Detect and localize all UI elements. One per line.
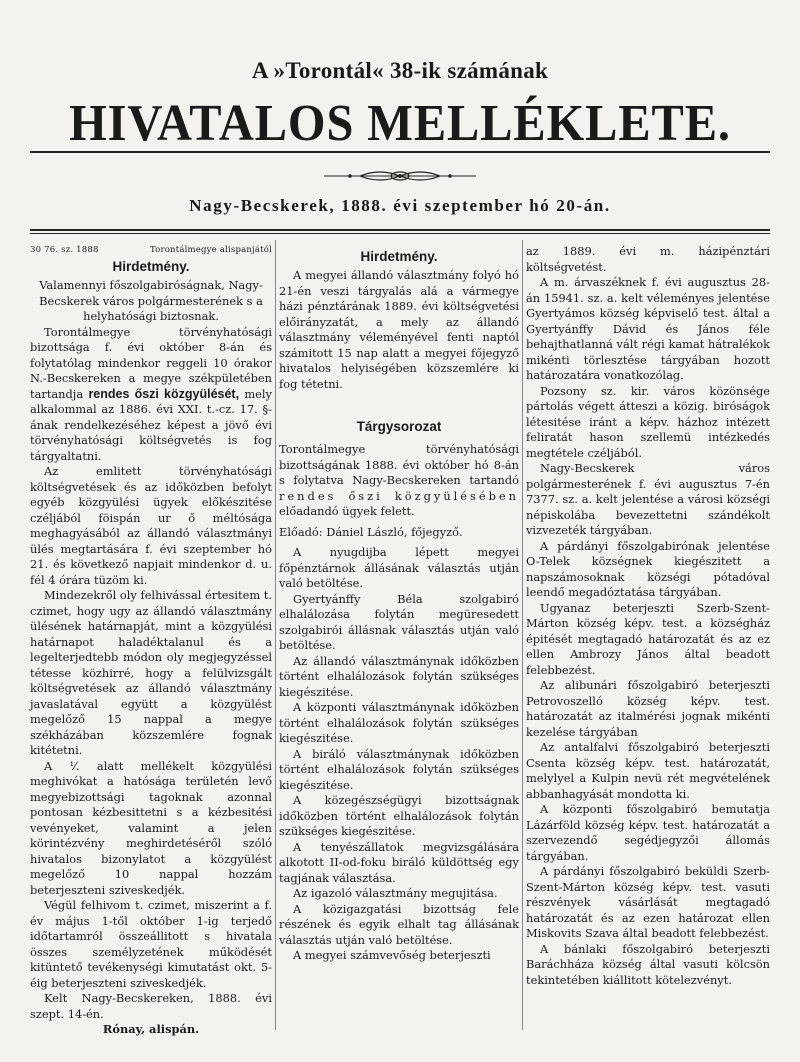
agenda-item: A tenyészállatok megvizsgálására alkotott II-od-foku biráló küldöttség egy tagjának választása. <box>279 839 519 885</box>
agenda-item: A közigazgatási bizottság fele részének és egyik elhalt tag állásának választás utján való betöltése. <box>279 901 519 947</box>
notice-address: Valamennyi főszolgabiróságnak, Nagy-Becskerek város polgármesterének s a helyhatósági biztosnak. <box>39 278 263 323</box>
supertitle: A »Torontál« 38-ik számának <box>251 58 549 83</box>
agenda-heading: Tárgysorozat <box>356 419 442 434</box>
presenter: Előadó: Dániel László, főjegyző. <box>279 524 463 539</box>
column-1 <box>30 244 272 1038</box>
paragraph: Végül felhivom t. czimet, miszerint a f. év május 1-től október 1-ig terjedő időtartamról összeállitott s hivatala összes személyzetének működését kitüntető tevékenységi kimutatást okt. 5-éig beterjeszteni sziveskedjék. <box>30 898 272 990</box>
agenda-item: A központi főszolgabiró bemutatja Lázárföld község képv. test. határozatát a szervezendő segédjegyzői állomás tárgyában. <box>526 802 770 863</box>
ref-office: Torontálmegye alispanjától <box>149 245 272 255</box>
notice-heading: Hirdetmény. <box>112 259 190 274</box>
agenda-item: A párdányi főszolgabiró beküldi Szerb-Szent-Márton község képv. test. vasuti részvények vásárlását megtagadó határozatát és az ezen határozat ellen Miskovits Szava által beadott felebbezést. <box>526 864 770 940</box>
dateline: Nagy-Becskerek, 1888. évi szeptember hó 20-án. <box>189 196 611 215</box>
paragraph: Torontálmegye törvényhatósági bizottsága f. évi október 8-án és folytatólag mindenkor reggeli 10 órakor N.-Becskereken a megye székpületében tartandja rendes őszi közgyülését, mely alkalommal az 1886. évi XXI. t.-cz. 17. §-ának rendelkezéséhez képest a jövő évi törvényhatósági költségvetés is fog tárgyaltatni. <box>30 324 272 463</box>
column-divider <box>275 240 276 1030</box>
agenda-item: az 1889. évi m. házipénztári költségvetést. <box>526 244 770 274</box>
column-2 <box>279 244 519 964</box>
agenda-item: Ugyanaz beterjeszti Szerb-Szent-Márton község képv. test. a községház épitését megtagadó határozatát és az ez ellen Ambrozy János által beadott felebbezést. <box>526 600 770 677</box>
paragraph: A megyei állandó választmány folyó hó 21-én veszi tárgyalás alá a vármegye házi pénztárának 1889. évi költségvetési előirányzatát, a mely az állandó választmány véleményével fenti naptól számitott 15 nap alatt a megyei főjegyző hivatalos helyiségében közszemlére ki fog tétetni. <box>279 268 519 391</box>
agenda-intro: Torontálmegye törvényhatósági bizottságának 1888. évi október hó 8-án s folytatva Nagy-Becskereken tartandó rendes őszi közgyülésében előadandó ügyek felett. <box>279 442 519 518</box>
agenda-item: A közegészségügyi bizottságnak időközben történt elhalálozások folytán szükséges kiegészitése. <box>279 793 519 838</box>
agenda-item: A bánlaki főszolgabiró beterjeszti Baráchháza község által vasuti kölcsön tekintetében kiállitott kötelezvényt. <box>526 941 770 987</box>
ref-number: 30 76. sz. 1888 <box>30 245 99 255</box>
agenda-item: Az igazoló választmány megujitása. <box>293 886 498 900</box>
signature: Rónay, alispán. <box>102 1022 200 1036</box>
column-3 <box>526 244 770 988</box>
double-rule-top <box>30 229 770 231</box>
agenda-item: Nagy-Becskerek város polgármesterének f. évi augusztus 7-én 7377. sz. a. kelt jelentése a városi községi népiskolába bevezettetni szándékolt vizvezeték tárgyában. <box>526 461 770 537</box>
ornament-divider-icon <box>320 166 480 186</box>
dated-line: Kelt Nagy-Becskereken, 1888. évi szept. 14-én. <box>30 991 272 1021</box>
column-divider <box>522 240 523 1030</box>
paragraph: Az emlitett törvényhatósági költségvetések és az időközben befolyt egyéb közgyülési ügyek előkészitése czéljából föispán ur ő méltósága meghagyásából az állandó választmányi ülés megtartására f. évi szeptember hó 21. és következő napjait mindenkor d. u. fél 4 órára tüzöm ki. <box>30 464 272 587</box>
reference-line <box>30 244 272 257</box>
spaced-phrase: rendes őszi közgyülésében <box>279 488 519 503</box>
notice-heading: Hirdetmény. <box>360 249 438 264</box>
double-rule-bottom <box>30 233 770 234</box>
page-title: HIVATALOS MELLÉKLETE. <box>69 95 731 152</box>
header-rule <box>30 151 770 153</box>
agenda-item: A m. árvaszéknek f. évi augusztus 28-án 15941. sz. a. kelt véleményes jelentése Gyertyámos község képviselő test. által a Gyertyánffy Dávid és János féle behajthatlanná vált régi kamat hátralékok mikénti törlesztése tárgyában hozott határozatára vonatkozólag. <box>526 275 770 382</box>
agenda-item: Gyertyánffy Béla szolgabiró elhalálozása folytán megüresedett szolgabirói állásnak választás utján való betöltése. <box>279 591 519 652</box>
paragraph: A ⅟. alatt mellékelt közgyülési meghivókat a hatósága területén levő megyebizottsági tagoknak azonnal pontosan kézbesittetni s a kézbesitési vevényeket, valamint a jelen körintézvény meghirdetéséről szóló hivatalos bizonylatot a közgyülést megelőző 10 nappal hozzám beterjeszteni sziveskedjék. <box>30 758 272 897</box>
agenda-item: Pozsony sz. kir. város közönsége pártolás végett átteszi a közig. biróságok létesitése iránt a képv. házhoz intézett feliratát hason szellemü intézkedés megtétele czéljából. <box>526 383 770 460</box>
agenda-item: Az állandó választmánynak időközben történt elhalálozások folytán szükséges kiegészitése. <box>279 653 519 699</box>
agenda-item: Az alibunári főszolgabiró beterjeszti Petrovoszelló község képv. test. határozatát az italmérési jognak mikénti kezelése tárgyában <box>526 678 770 739</box>
bold-phrase: rendes őszi közgyülését, <box>88 386 240 401</box>
agenda-list <box>279 545 519 964</box>
agenda-item: A megyei számvevőség beterjeszti <box>293 948 491 962</box>
agenda-item: A központi választmánynak időközben történt elhalálozások folytán szükséges kiegészitése. <box>279 700 519 745</box>
agenda-item: A nyugdijba lépett megyei főpénztárnok állásának választás utján való betöltése. <box>279 545 519 590</box>
agenda-item: A párdányi főszolgabirónak jelentése O-Telek községnek kiegészitett a napszámosoknak községi pótadóval leendő megadóztatása tárgyában. <box>526 538 770 599</box>
paragraph: Mindezekről oly felhivással értesitem t. czimet, hogy ugy az állandó választmány ülésének határnapját, mint a közgyülési határnapot haladéktalanul és a legelterjedtebb módon oly megjegyzéssel tétesse közhirré, hogy a felülvizsgált költségvetések az állandó választmány javaslatával együtt a közgyülést megelőző 15 nappal a megye székházában közszemlére fognak kitétetni. <box>30 588 272 757</box>
agenda-list-continued <box>526 244 770 988</box>
agenda-item: Az antalfalvi főszolgabiró beterjeszti Csenta község képv. test. határozatát, melylyel a Kulpin nevü rét megvételének abbanhagyását mondotta ki. <box>526 740 770 801</box>
agenda-item: A biráló választmánynak időközben történt elhalálozások folytán szükséges kiegészitése. <box>279 746 519 792</box>
